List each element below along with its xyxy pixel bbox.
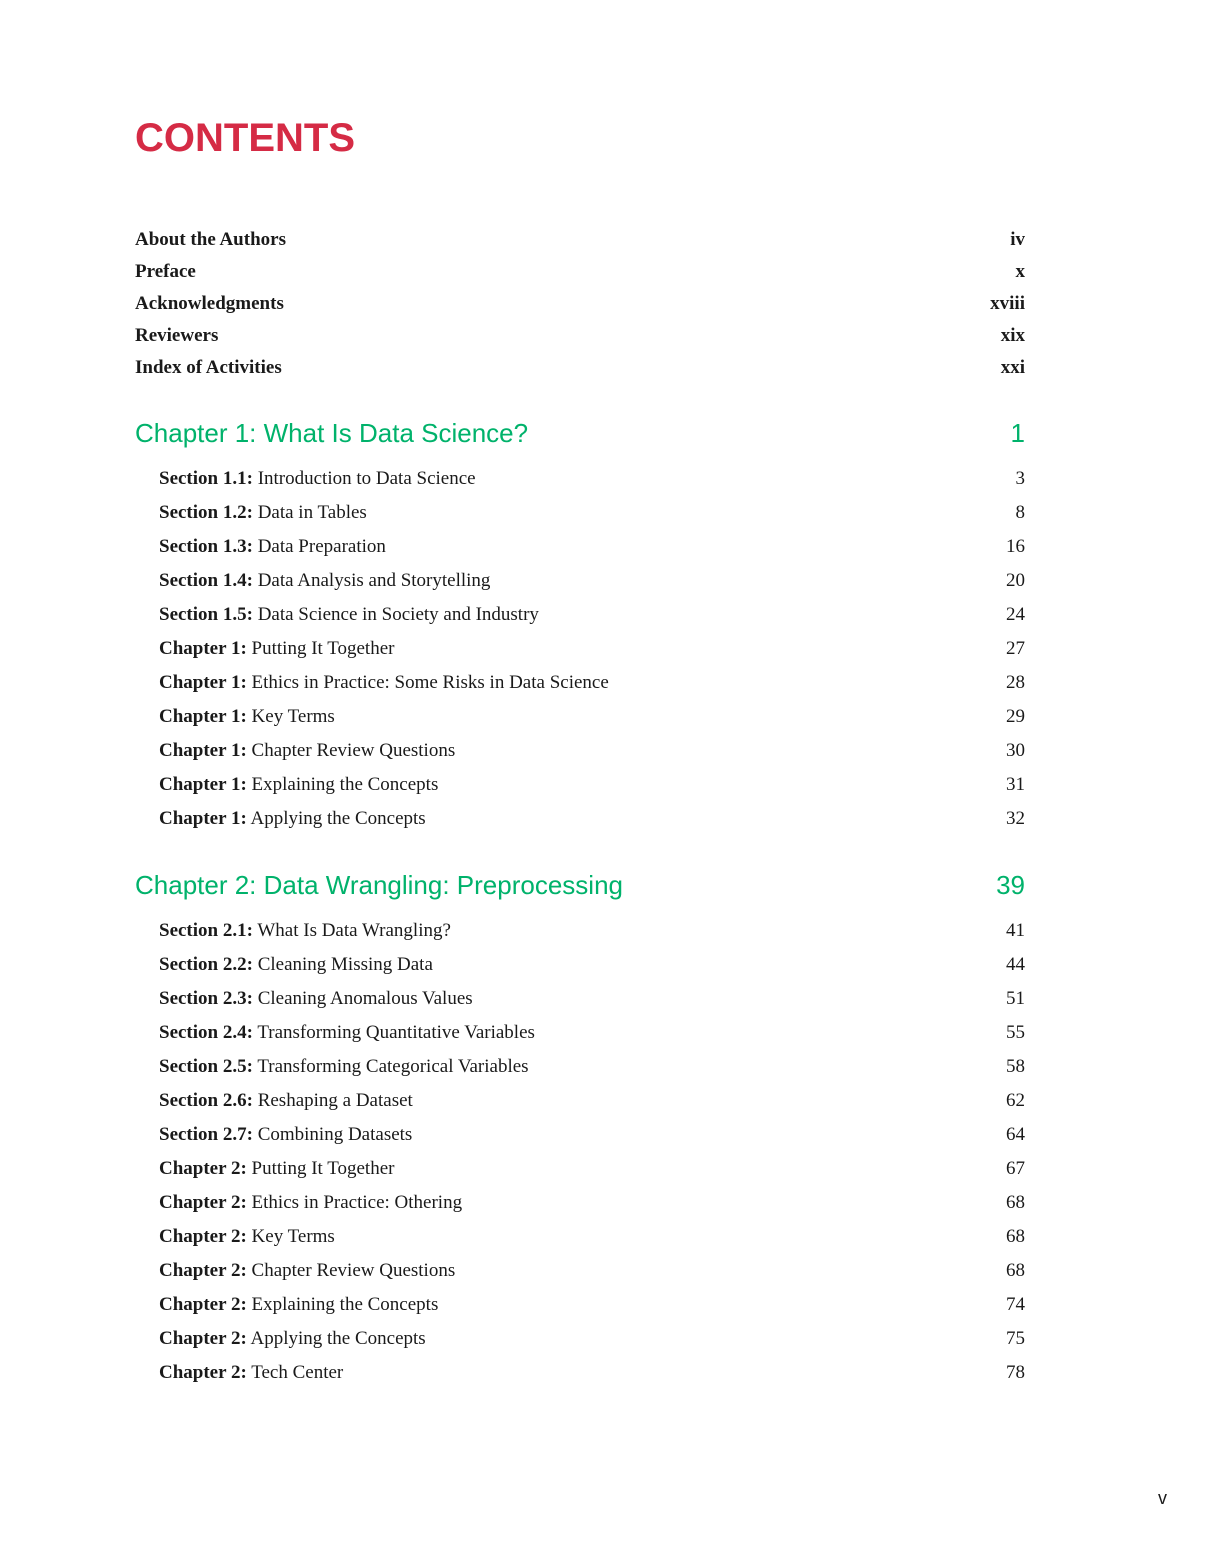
entry-page: 31	[1006, 774, 1025, 795]
entry-prefix: Section 2.3:	[159, 988, 253, 1009]
entry-page: 62	[1006, 1090, 1025, 1111]
entry-prefix: Chapter 2:	[159, 1362, 247, 1383]
front-matter-item[interactable]	[135, 320, 1025, 352]
entry-prefix: Chapter 2:	[159, 1260, 247, 1281]
entry-page: 64	[1006, 1124, 1025, 1145]
entry-text: Combining Datasets	[252, 1124, 413, 1145]
chapter-2-block	[135, 864, 1025, 1390]
chapter-title: Chapter 1: What Is Data Science?	[135, 418, 529, 448]
entry-label	[159, 1050, 529, 1084]
entry-prefix: Section 1.1:	[159, 468, 253, 489]
entry-text: Explaining the Concepts	[246, 1294, 439, 1315]
entry-page: 55	[1006, 1022, 1025, 1043]
page-title: CONTENTS	[135, 116, 355, 160]
entry-page: 28	[1006, 672, 1025, 693]
toc-entry[interactable]	[135, 1084, 1025, 1118]
entry-label	[159, 1356, 343, 1390]
entry-prefix: Chapter 1:	[159, 740, 247, 761]
toc-entry[interactable]	[135, 1288, 1025, 1322]
front-matter-page: xviii	[990, 293, 1025, 314]
toc-entry[interactable]	[135, 982, 1025, 1016]
entry-text: Applying the Concepts	[246, 808, 426, 829]
toc-entry[interactable]	[135, 598, 1025, 632]
entry-label	[159, 530, 386, 564]
entry-page: 68	[1006, 1192, 1025, 1213]
toc-entry[interactable]	[135, 1254, 1025, 1288]
entry-page: 74	[1006, 1294, 1025, 1315]
toc-entry[interactable]	[135, 802, 1025, 836]
entry-text: Chapter Review Questions	[246, 1260, 456, 1281]
entry-text: Ethics in Practice: Othering	[246, 1192, 463, 1213]
entry-label	[159, 1254, 455, 1288]
toc-entry[interactable]	[135, 1118, 1025, 1152]
entry-page: 8	[1015, 502, 1025, 523]
entry-page: 41	[1006, 920, 1025, 941]
entry-text: Data Preparation	[252, 536, 386, 557]
entry-prefix: Section 2.6:	[159, 1090, 253, 1111]
entry-prefix: Chapter 1:	[159, 808, 247, 829]
front-matter-item[interactable]	[135, 288, 1025, 320]
entry-prefix: Section 1.5:	[159, 604, 253, 625]
entry-page: 3	[1015, 468, 1025, 489]
entry-label	[159, 948, 433, 982]
entry-text: Data Analysis and Storytelling	[252, 570, 491, 591]
entry-page: 75	[1006, 1328, 1025, 1349]
front-matter-label: About the Authors	[135, 229, 286, 250]
entry-label	[159, 1288, 438, 1322]
entry-text: Applying the Concepts	[246, 1328, 426, 1349]
entry-text: Putting It Together	[246, 638, 395, 659]
entry-prefix: Chapter 2:	[159, 1294, 247, 1315]
entry-label	[159, 1322, 426, 1356]
entry-prefix: Chapter 1:	[159, 774, 247, 795]
entry-page: 68	[1006, 1260, 1025, 1281]
entry-page: 67	[1006, 1158, 1025, 1179]
front-matter-list	[135, 224, 1025, 384]
entry-label	[159, 1016, 535, 1050]
entry-label	[159, 1118, 412, 1152]
entry-prefix: Chapter 2:	[159, 1328, 247, 1349]
entry-page: 24	[1006, 604, 1025, 625]
entry-label	[159, 462, 476, 496]
toc-entry[interactable]	[135, 1220, 1025, 1254]
entry-label	[159, 666, 609, 700]
entry-text: Explaining the Concepts	[246, 774, 439, 795]
chapter-1-entries	[135, 462, 1025, 836]
entry-page: 68	[1006, 1226, 1025, 1247]
entry-page: 30	[1006, 740, 1025, 761]
toc-entry[interactable]	[135, 462, 1025, 496]
entry-prefix: Chapter 2:	[159, 1192, 247, 1213]
entry-prefix: Chapter 1:	[159, 706, 247, 727]
entry-text: Introduction to Data Science	[252, 468, 476, 489]
entry-label	[159, 564, 490, 598]
entry-page: 16	[1006, 536, 1025, 557]
entry-label	[159, 700, 335, 734]
chapter-heading[interactable]	[135, 412, 1025, 454]
entry-prefix: Chapter 2:	[159, 1158, 247, 1179]
chapter-title: Chapter 2: Data Wrangling: Preprocessing	[135, 870, 623, 900]
front-matter-label: Acknowledgments	[135, 293, 284, 314]
front-matter-item[interactable]	[135, 256, 1025, 288]
toc-entry[interactable]	[135, 1152, 1025, 1186]
front-matter-label: Preface	[135, 261, 196, 282]
entry-prefix: Section 1.3:	[159, 536, 253, 557]
entry-page: 32	[1006, 808, 1025, 829]
entry-page: 29	[1006, 706, 1025, 727]
toc-entry[interactable]	[135, 1050, 1025, 1084]
entry-prefix: Chapter 1:	[159, 638, 247, 659]
entry-text: Data Science in Society and Industry	[252, 604, 539, 625]
entry-label	[159, 914, 451, 948]
entry-text: Reshaping a Dataset	[252, 1090, 413, 1111]
chapter-heading[interactable]	[135, 864, 1025, 906]
toc-entry[interactable]	[135, 700, 1025, 734]
front-matter-page: xix	[1000, 325, 1025, 346]
entry-page: 27	[1006, 638, 1025, 659]
entry-text: Key Terms	[246, 1226, 335, 1247]
chapter-2-entries	[135, 914, 1025, 1390]
entry-prefix: Section 2.2:	[159, 954, 253, 975]
front-matter-item[interactable]	[135, 224, 1025, 256]
entry-label	[159, 1220, 335, 1254]
entry-page: 58	[1006, 1056, 1025, 1077]
front-matter-item[interactable]	[135, 352, 1025, 384]
front-matter-page: xxi	[1000, 357, 1025, 378]
entry-text: Data in Tables	[252, 502, 367, 523]
entry-label	[159, 1084, 413, 1118]
page-number: v	[1158, 1488, 1167, 1508]
entry-label	[159, 768, 438, 802]
entry-prefix: Section 2.1:	[159, 920, 253, 941]
entry-text: What Is Data Wrangling?	[252, 920, 451, 941]
toc-entry[interactable]	[135, 1016, 1025, 1050]
toc-entry[interactable]	[135, 530, 1025, 564]
entry-label	[159, 802, 426, 836]
toc-entry[interactable]	[135, 914, 1025, 948]
entry-text: Key Terms	[246, 706, 335, 727]
entry-label	[159, 1186, 462, 1220]
entry-page: 20	[1006, 570, 1025, 591]
entry-prefix: Section 2.5:	[159, 1056, 253, 1077]
entry-text: Ethics in Practice: Some Risks in Data Science	[246, 672, 609, 693]
entry-prefix: Section 1.4:	[159, 570, 253, 591]
entry-text: Transforming Categorical Variables	[252, 1056, 529, 1077]
entry-text: Cleaning Anomalous Values	[252, 988, 473, 1009]
entry-page: 44	[1006, 954, 1025, 975]
entry-text: Tech Center	[246, 1362, 344, 1383]
entry-prefix: Section 2.7:	[159, 1124, 253, 1145]
entry-page: 78	[1006, 1362, 1025, 1383]
toc-entry[interactable]	[135, 734, 1025, 768]
entry-prefix: Chapter 2:	[159, 1226, 247, 1247]
toc-entry[interactable]	[135, 564, 1025, 598]
toc-entry[interactable]	[135, 1356, 1025, 1390]
entry-text: Putting It Together	[246, 1158, 395, 1179]
toc-entry[interactable]	[135, 948, 1025, 982]
toc-entry[interactable]	[135, 768, 1025, 802]
front-matter-page: iv	[1010, 229, 1025, 250]
toc-entry[interactable]	[135, 496, 1025, 530]
front-matter-label: Index of Activities	[135, 357, 282, 378]
entry-text: Transforming Quantitative Variables	[252, 1022, 535, 1043]
chapter-page: 39	[996, 870, 1025, 900]
entry-label	[159, 598, 539, 632]
entry-label	[159, 734, 455, 768]
chapter-1-block	[135, 412, 1025, 836]
entry-prefix: Section 2.4:	[159, 1022, 253, 1043]
entry-text: Chapter Review Questions	[246, 740, 456, 761]
toc-entry[interactable]	[135, 1186, 1025, 1220]
entry-label	[159, 1152, 394, 1186]
entry-label	[159, 496, 367, 530]
toc-entry[interactable]	[135, 632, 1025, 666]
entry-prefix: Section 1.2:	[159, 502, 253, 523]
entry-label	[159, 982, 473, 1016]
entry-page: 51	[1006, 988, 1025, 1009]
front-matter-label: Reviewers	[135, 325, 219, 346]
entry-label	[159, 632, 394, 666]
entry-text: Cleaning Missing Data	[252, 954, 433, 975]
front-matter-page: x	[1015, 261, 1025, 282]
entry-prefix: Chapter 1:	[159, 672, 247, 693]
toc-entry[interactable]	[135, 1322, 1025, 1356]
chapter-page: 1	[1010, 418, 1025, 448]
toc-entry[interactable]	[135, 666, 1025, 700]
